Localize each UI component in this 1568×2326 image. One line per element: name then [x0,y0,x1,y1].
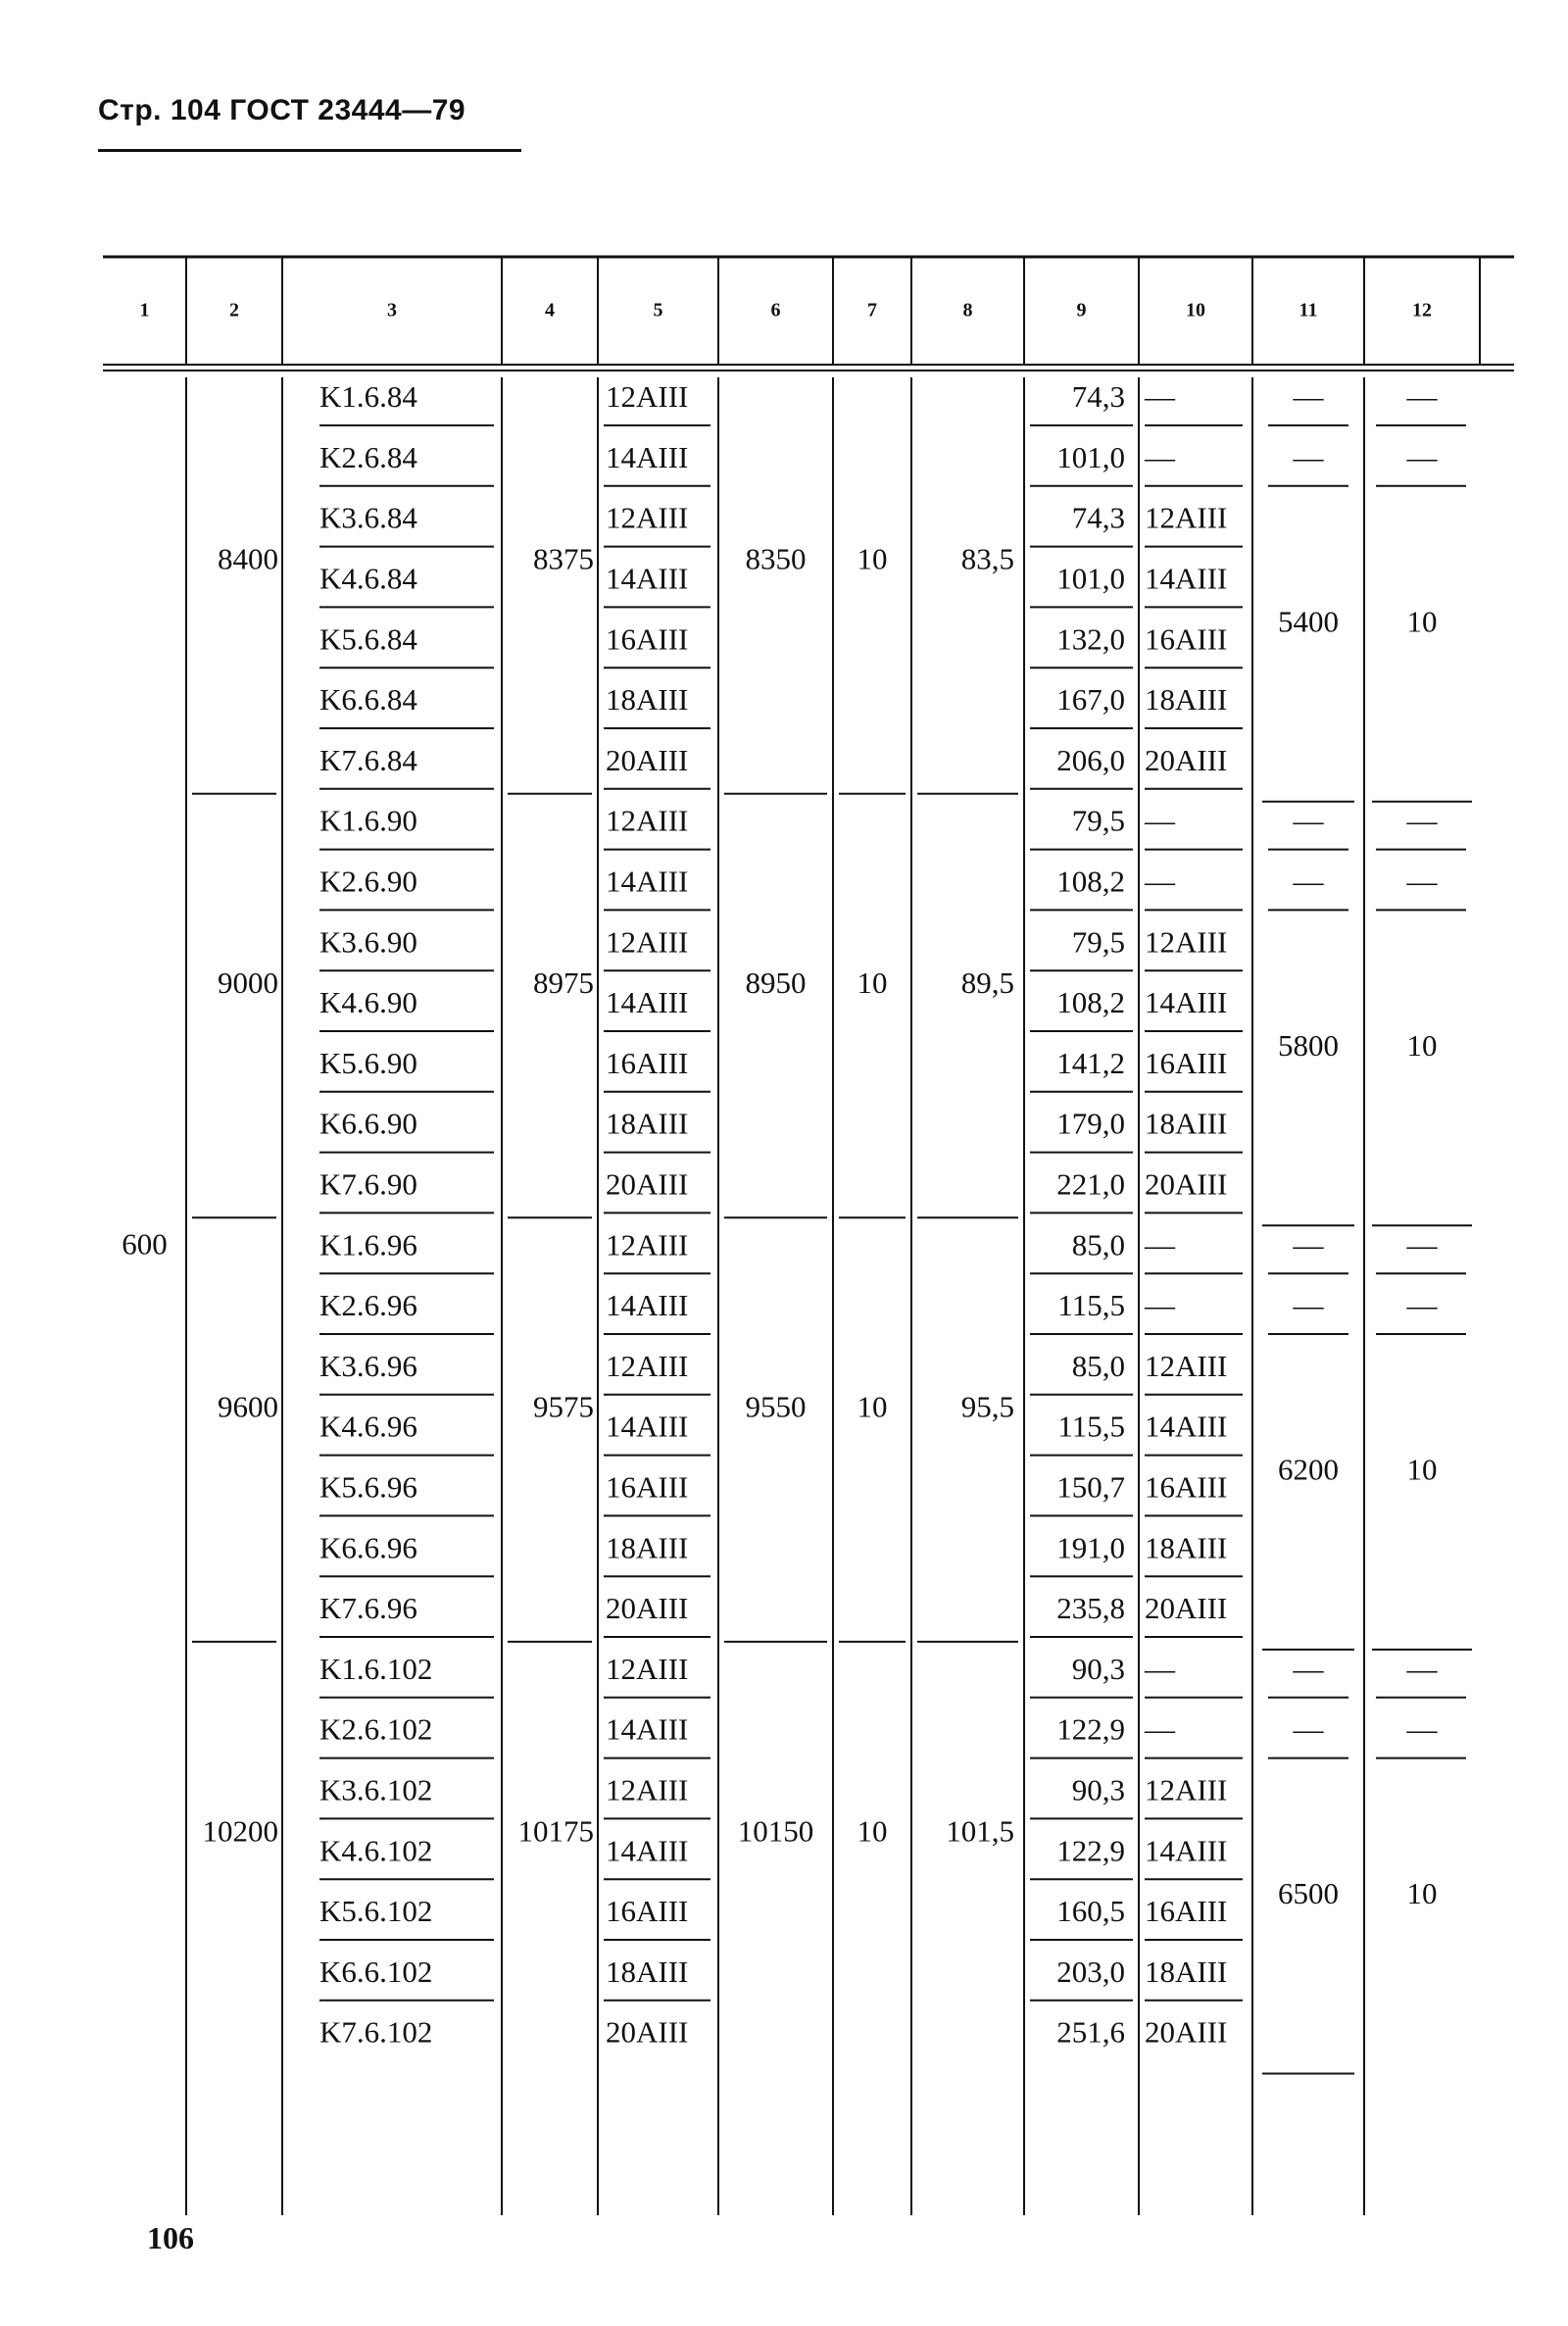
row-rebar: 14AIII [606,439,689,474]
column-header: 11 [1298,299,1318,322]
row-rebar: 14AIII [606,1833,689,1868]
group-col7: 10 [857,1389,888,1424]
row-rebar: 12AIII [606,1772,689,1807]
row-mass: 160,5 [1056,1894,1125,1929]
row-col11: — [1293,803,1324,838]
row-rebar2: — [1145,439,1175,474]
row-rebar: 12AIII [606,803,689,838]
row-mass: 74,3 [1071,379,1125,415]
group-col4: 9575 [533,1389,594,1424]
row-mark: K5.6.90 [319,1045,417,1080]
row-mass: 85,0 [1071,1348,1125,1383]
row-mark: K2.6.84 [319,439,417,474]
row-rebar: 16AIII [606,1894,689,1929]
row-mass: 108,2 [1056,985,1125,1020]
group-col6: 8950 [745,965,807,1001]
row-rebar2: 16AIII [1145,621,1228,657]
group-col12: 10 [1406,1876,1438,1911]
group-col7: 10 [857,541,888,576]
row-mark: K3.6.102 [319,1772,433,1807]
row-col12: — [1406,379,1438,415]
group-col6: 9550 [745,1389,807,1424]
group-col11: 5400 [1278,604,1339,639]
row-rebar: 14AIII [606,1409,689,1444]
column-header: 1 [139,299,150,322]
row-rebar: 14AIII [606,1288,689,1323]
row-rebar2: 14AIII [1145,1409,1228,1444]
row-mass: 79,5 [1071,924,1125,960]
col1-value: 600 [122,1226,168,1262]
row-col12: — [1406,1711,1438,1747]
row-mark: K3.6.90 [319,924,417,960]
row-col11: — [1293,1288,1324,1323]
row-mass: 101,0 [1056,439,1125,474]
group-col12: 10 [1406,1452,1438,1487]
row-mark: K3.6.84 [319,500,417,535]
row-col11: — [1293,1711,1324,1747]
row-rebar: 12AIII [606,379,689,415]
row-col11: — [1293,379,1324,415]
row-rebar2: 12AIII [1145,500,1228,535]
row-rebar: 14AIII [606,864,689,899]
row-rebar: 14AIII [606,561,689,596]
row-rebar2: — [1145,1227,1175,1262]
row-mark: K1.6.96 [319,1227,417,1262]
group-col2: 9000 [218,965,278,1001]
row-mass: 141,2 [1056,1045,1125,1080]
row-rebar: 12AIII [606,500,689,535]
row-col12: — [1406,439,1438,474]
row-rebar2: — [1145,1288,1175,1323]
row-col12: — [1406,1227,1438,1262]
row-mark: K2.6.90 [319,864,417,899]
row-col12: — [1406,1288,1438,1323]
row-col12: — [1406,803,1438,838]
row-col12: — [1406,1651,1438,1686]
row-mass: 79,5 [1071,803,1125,838]
row-rebar: 20AIII [606,1166,689,1202]
group-col4: 10175 [517,1813,594,1849]
row-rebar: 12AIII [606,1227,689,1262]
row-rebar: 18AIII [606,682,689,718]
row-mark: K5.6.84 [319,621,417,657]
group-col8: 95,5 [960,1389,1014,1424]
row-mark: K5.6.96 [319,1469,417,1505]
row-rebar: 18AIII [606,1106,689,1141]
row-mark: K1.6.102 [319,1651,433,1686]
row-rebar2: 20AIII [1145,742,1228,777]
row-mass: 122,9 [1056,1711,1125,1747]
row-rebar: 18AIII [606,1954,689,1989]
row-mass: 85,0 [1071,1227,1125,1262]
row-mark: K6.6.102 [319,1954,433,1989]
row-mass: 90,3 [1071,1772,1125,1807]
column-header: 10 [1186,299,1205,322]
group-col7: 10 [857,965,888,1001]
row-rebar: 20AIII [606,1591,689,1626]
row-col11: — [1293,1227,1324,1262]
row-mark: K2.6.96 [319,1288,417,1323]
row-mass: 132,0 [1056,621,1125,657]
row-col11: — [1293,1651,1324,1686]
row-rebar2: 16AIII [1145,1894,1228,1929]
row-mark: K4.6.102 [319,1833,433,1868]
row-rebar2: 14AIII [1145,1833,1228,1868]
group-col11: 6500 [1278,1876,1339,1911]
row-rebar2: 12AIII [1145,1348,1228,1383]
page-number: 106 [147,2220,194,2255]
column-header: 3 [387,299,397,322]
row-col12: — [1406,864,1438,899]
row-rebar: 12AIII [606,924,689,960]
row-rebar2: 20AIII [1145,1591,1228,1626]
row-mark: K3.6.96 [319,1348,417,1383]
row-mass: 90,3 [1071,1651,1125,1686]
column-header: 9 [1076,299,1087,322]
group-col6: 8350 [745,541,807,576]
row-mass: 179,0 [1056,1106,1125,1141]
group-col11: 6200 [1278,1452,1339,1487]
row-mass: 108,2 [1056,864,1125,899]
row-rebar2: 12AIII [1145,924,1228,960]
row-rebar2: — [1145,803,1175,838]
row-mass: 235,8 [1056,1591,1125,1626]
row-mass: 251,6 [1056,2014,1125,2050]
row-mark: K1.6.84 [319,379,417,415]
row-rebar: 20AIII [606,742,689,777]
row-mark: K1.6.90 [319,803,417,838]
row-rebar: 14AIII [606,985,689,1020]
row-mark: K6.6.84 [319,682,417,718]
row-rebar2: 18AIII [1145,1106,1228,1141]
row-mark: K5.6.102 [319,1894,433,1929]
group-col2: 9600 [218,1389,278,1424]
group-col8: 89,5 [960,965,1014,1001]
column-header: 2 [229,299,239,322]
row-rebar2: 14AIII [1145,561,1228,596]
group-col6: 10150 [737,1813,814,1849]
row-rebar2: 16AIII [1145,1045,1228,1080]
column-header: 12 [1412,299,1432,322]
row-rebar2: — [1145,1711,1175,1747]
row-mass: 115,5 [1057,1288,1125,1323]
column-header: 5 [653,299,663,322]
row-rebar2: 14AIII [1145,985,1228,1020]
row-mass: 115,5 [1057,1409,1125,1444]
row-rebar: 12AIII [606,1651,689,1686]
row-mark: K6.6.90 [319,1106,417,1141]
row-rebar: 16AIII [606,621,689,657]
group-col8: 83,5 [960,541,1014,576]
row-mark: K4.6.84 [319,561,417,596]
row-rebar2: 20AIII [1145,1166,1228,1202]
row-mass: 74,3 [1071,500,1125,535]
row-mark: K2.6.102 [319,1711,433,1747]
column-header: 7 [867,299,877,322]
row-rebar: 14AIII [606,1711,689,1747]
row-mass: 167,0 [1056,682,1125,718]
row-mass: 191,0 [1056,1530,1125,1565]
row-mark: K7.6.102 [319,2014,433,2050]
group-col7: 10 [857,1813,888,1849]
row-mark: K4.6.96 [319,1409,417,1444]
row-rebar2: 16AIII [1145,1469,1228,1505]
page-header: Стр. 104 ГОСТ 23444—79 [98,94,466,126]
group-col2: 8400 [218,541,278,576]
group-col4: 8975 [533,965,594,1001]
row-col11: — [1293,864,1324,899]
group-col11: 5800 [1278,1027,1339,1063]
row-col11: — [1293,439,1324,474]
row-rebar2: 18AIII [1145,1530,1228,1565]
row-mark: K7.6.84 [319,742,417,777]
row-mass: 122,9 [1056,1833,1125,1868]
group-col12: 10 [1406,1027,1438,1063]
row-mark: K6.6.96 [319,1530,417,1565]
row-rebar2: — [1145,1651,1175,1686]
row-rebar2: 20AIII [1145,2014,1228,2050]
row-mark: K7.6.90 [319,1166,417,1202]
row-rebar: 20AIII [606,2014,689,2050]
row-mass: 203,0 [1056,1954,1125,1989]
row-rebar2: — [1145,864,1175,899]
row-mark: K4.6.90 [319,985,417,1020]
row-mass: 101,0 [1056,561,1125,596]
row-rebar2: 18AIII [1145,1954,1228,1989]
group-col4: 8375 [533,541,594,576]
row-rebar2: — [1145,379,1175,415]
group-col8: 101,5 [946,1813,1014,1849]
row-rebar: 16AIII [606,1469,689,1505]
column-header: 4 [545,299,555,322]
row-mass: 206,0 [1056,742,1125,777]
group-col12: 10 [1406,604,1438,639]
row-rebar2: 12AIII [1145,1772,1228,1807]
row-rebar: 16AIII [606,1045,689,1080]
column-header: 6 [770,299,781,322]
row-mass: 150,7 [1056,1469,1125,1505]
column-header: 8 [962,299,973,322]
row-rebar: 12AIII [606,1348,689,1383]
row-mass: 221,0 [1056,1166,1125,1202]
row-rebar2: 18AIII [1145,682,1228,718]
row-rebar: 18AIII [606,1530,689,1565]
group-col2: 10200 [202,1813,278,1849]
row-mark: K7.6.96 [319,1591,417,1626]
